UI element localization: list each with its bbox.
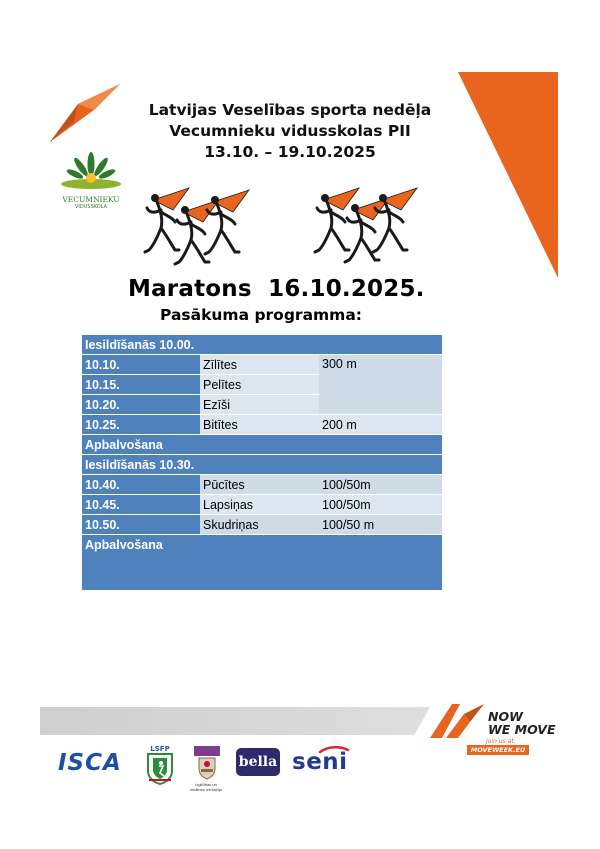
distance-cell: 200 m (319, 415, 442, 435)
table-row (82, 515, 442, 535)
warmup-row (82, 335, 442, 355)
table-row (82, 475, 442, 495)
time-cell: 10.20. (82, 395, 200, 415)
coat-of-arms-icon (194, 756, 220, 780)
awards-row (82, 435, 442, 455)
lsfp-logo-text: LSFP (150, 745, 170, 753)
now-we-move-logo-icon (430, 704, 486, 740)
ministry-logo (194, 746, 220, 780)
awards-label: Apbalvošana (82, 535, 442, 591)
school-logo-name: VECUMNIEKU (62, 195, 120, 204)
now-we-move-text (488, 710, 556, 736)
orange-arrow-decoration (48, 82, 128, 144)
warmup-label: Iesildīšanās 10.30. (82, 455, 442, 475)
group-cell: Bitītes (200, 415, 319, 435)
nwm-line1: NOW (488, 709, 523, 724)
awards-row (82, 535, 442, 591)
bella-logo: bella (236, 748, 280, 776)
chestnut-leaf-icon (58, 150, 124, 190)
seni-swoosh-icon (318, 746, 350, 754)
isca-logo: ISCA (58, 750, 122, 776)
table-row (82, 355, 442, 375)
table-row (82, 495, 442, 515)
distance-cell: 100/50m (319, 475, 442, 495)
runner-group-left (145, 188, 249, 264)
school-logo (58, 150, 124, 212)
time-cell: 10.45. (82, 495, 200, 515)
ministry-caption: Izglītības un zinātnes ministrija (190, 782, 222, 792)
seni-logo: seni (292, 749, 348, 775)
program-table (82, 335, 442, 591)
event-title: Maratons 16.10.2025. (128, 276, 425, 302)
time-cell: 10.40. (82, 475, 200, 495)
runner-group-right (315, 188, 417, 262)
distance-cell: 100/50m (319, 495, 442, 515)
time-cell: 10.50. (82, 515, 200, 535)
program-subtitle: Pasākuma programma: (160, 306, 362, 324)
header-week-title: Latvijas Veselības sporta nedēļa (148, 101, 432, 119)
warmup-row (82, 455, 442, 475)
time-cell: 10.25. (82, 415, 200, 435)
awards-label: Apbalvošana (82, 435, 442, 455)
group-cell: Zīlītes (200, 355, 319, 375)
event-header (130, 100, 450, 163)
ministry-banner (194, 746, 220, 756)
orange-triangle-decoration (458, 72, 558, 280)
runners-illustration (125, 180, 455, 270)
distance-cell: 100/50 m (319, 515, 442, 535)
footer-band (40, 707, 430, 735)
moveweek-url: MOVEWEEK.EU (467, 745, 529, 755)
table-row (82, 415, 442, 435)
nwm-line2: WE MOVE (488, 722, 556, 737)
warmup-label: Iesildīšanās 10.00. (82, 335, 442, 355)
group-cell: Pelītes (200, 375, 319, 395)
group-cell: Skudriņas (200, 515, 319, 535)
school-logo-sub: VIDUSSKOLA (74, 204, 107, 210)
group-cell: Ezīši (200, 395, 319, 415)
header-school: Vecumnieku vidusskolas PII (169, 122, 411, 140)
time-cell: 10.10. (82, 355, 200, 375)
lsfp-logo (146, 745, 174, 785)
lsfp-shield-icon (146, 753, 174, 785)
join-us-text: Join us at: (486, 738, 516, 745)
group-cell: Pūcītes (200, 475, 319, 495)
distance-cell: 300 m (319, 355, 442, 415)
header-dates: 13.10. – 19.10.2025 (204, 143, 376, 161)
time-cell: 10.15. (82, 375, 200, 395)
group-cell: Lapsiņas (200, 495, 319, 515)
